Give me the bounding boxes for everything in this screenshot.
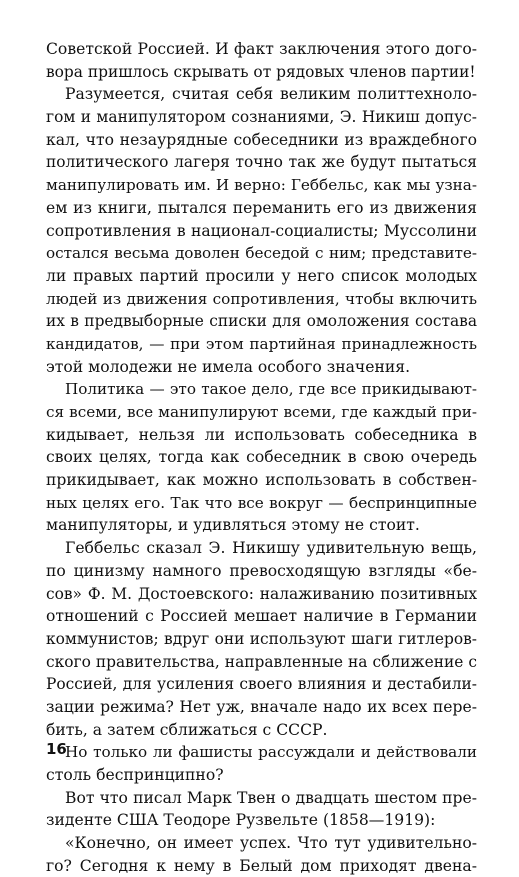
- text-line: манипулировать им. И верно: Геббельс, как мы узна-: [46, 176, 477, 195]
- text-line: гом и манипулятором сознаниями, Э. Никиш допус-: [46, 108, 477, 127]
- text-line: кал, что незаурядные собеседники из враждебного: [46, 130, 477, 149]
- text-line: Вот что писал Марк Твен о двадцать шестом пре-: [65, 788, 477, 807]
- text-line: вора пришлось скрывать от рядовых членов партии!: [46, 62, 476, 81]
- text-line: Россией, для усиления своего влияния и дестабили-: [46, 675, 477, 694]
- text-line: политического лагеря точно так же будут пытаться: [46, 153, 477, 172]
- text-line: этой молодежи не имела особого значения.: [46, 357, 411, 376]
- text-line: по цинизму намного превосходящую взгляды «бе-: [46, 561, 477, 580]
- text-line: своих целях, тогда как собеседник в свою очередь: [46, 448, 477, 467]
- page-number: 16: [46, 740, 67, 758]
- text-line: зиденте США Теодоре Рузвельте (1858—1919):: [46, 811, 436, 830]
- text-line: Но только ли фашисты рассуждали и действовали: [65, 743, 477, 762]
- text-line: столь беспринципно?: [46, 766, 224, 784]
- text-line: Советской Россией. И факт заключения этого дого-: [46, 40, 477, 58]
- text-line: манипуляторы, и удивляться этому не стоит.: [46, 516, 420, 535]
- text-line: остался весьма доволен беседой с ним; представите-: [46, 244, 477, 263]
- text-line: ем из книги, пытался переманить его из движения: [46, 198, 477, 217]
- text-line: сов» Ф. М. Достоевского: налаживанию позитивных: [46, 584, 477, 603]
- text-line: кандидатов, — при этом партийная принадлежность: [46, 334, 477, 353]
- text-line: Разумеется, считая себя великим политтехноло-: [65, 85, 477, 104]
- text-line: бить, а затем сближаться с СССР.: [46, 720, 328, 739]
- text-line: ли правых партий просили у него список молодых: [46, 266, 477, 285]
- text-line: ся всеми, все манипулируют всеми, где каждый при-: [46, 403, 477, 421]
- text-line: коммунистов; вдруг они используют шаги гитлеров-: [46, 629, 477, 648]
- text-line: ных целях его. Так что все вокруг — беспринципные: [46, 493, 477, 512]
- text-line: «Конечно, он имеет успех. Что тут удивительно-: [65, 834, 477, 853]
- text-line: отношений с Россией мешает наличие в Германии: [46, 607, 477, 626]
- text-line: го? Сегодня к нему в Белый дом приходят двена-: [46, 856, 477, 875]
- text-line: Геббельс сказал Э. Никишу удивительную вещь,: [65, 539, 477, 558]
- text-line: кидывает, нельзя ли использовать собеседника в: [46, 425, 477, 444]
- book-page-text: [46, 38, 477, 877]
- text-line: их в предвыборные списки для омоложения состава: [46, 312, 477, 331]
- text-line: зации режима? Нет уж, вначале надо их всех пере-: [46, 697, 477, 716]
- text-line: сопротивления в национал-социалисты; Муссолини: [46, 221, 477, 240]
- text-line: Политика — это такое дело, где все прикидывают-: [65, 380, 477, 399]
- text-line: прикидывает, как можно использовать в собствен-: [46, 471, 477, 490]
- text-line: людей из движения сопротивления, чтобы включить: [46, 289, 477, 308]
- text-line: ского правительства, направленные на сближение с: [46, 652, 477, 671]
